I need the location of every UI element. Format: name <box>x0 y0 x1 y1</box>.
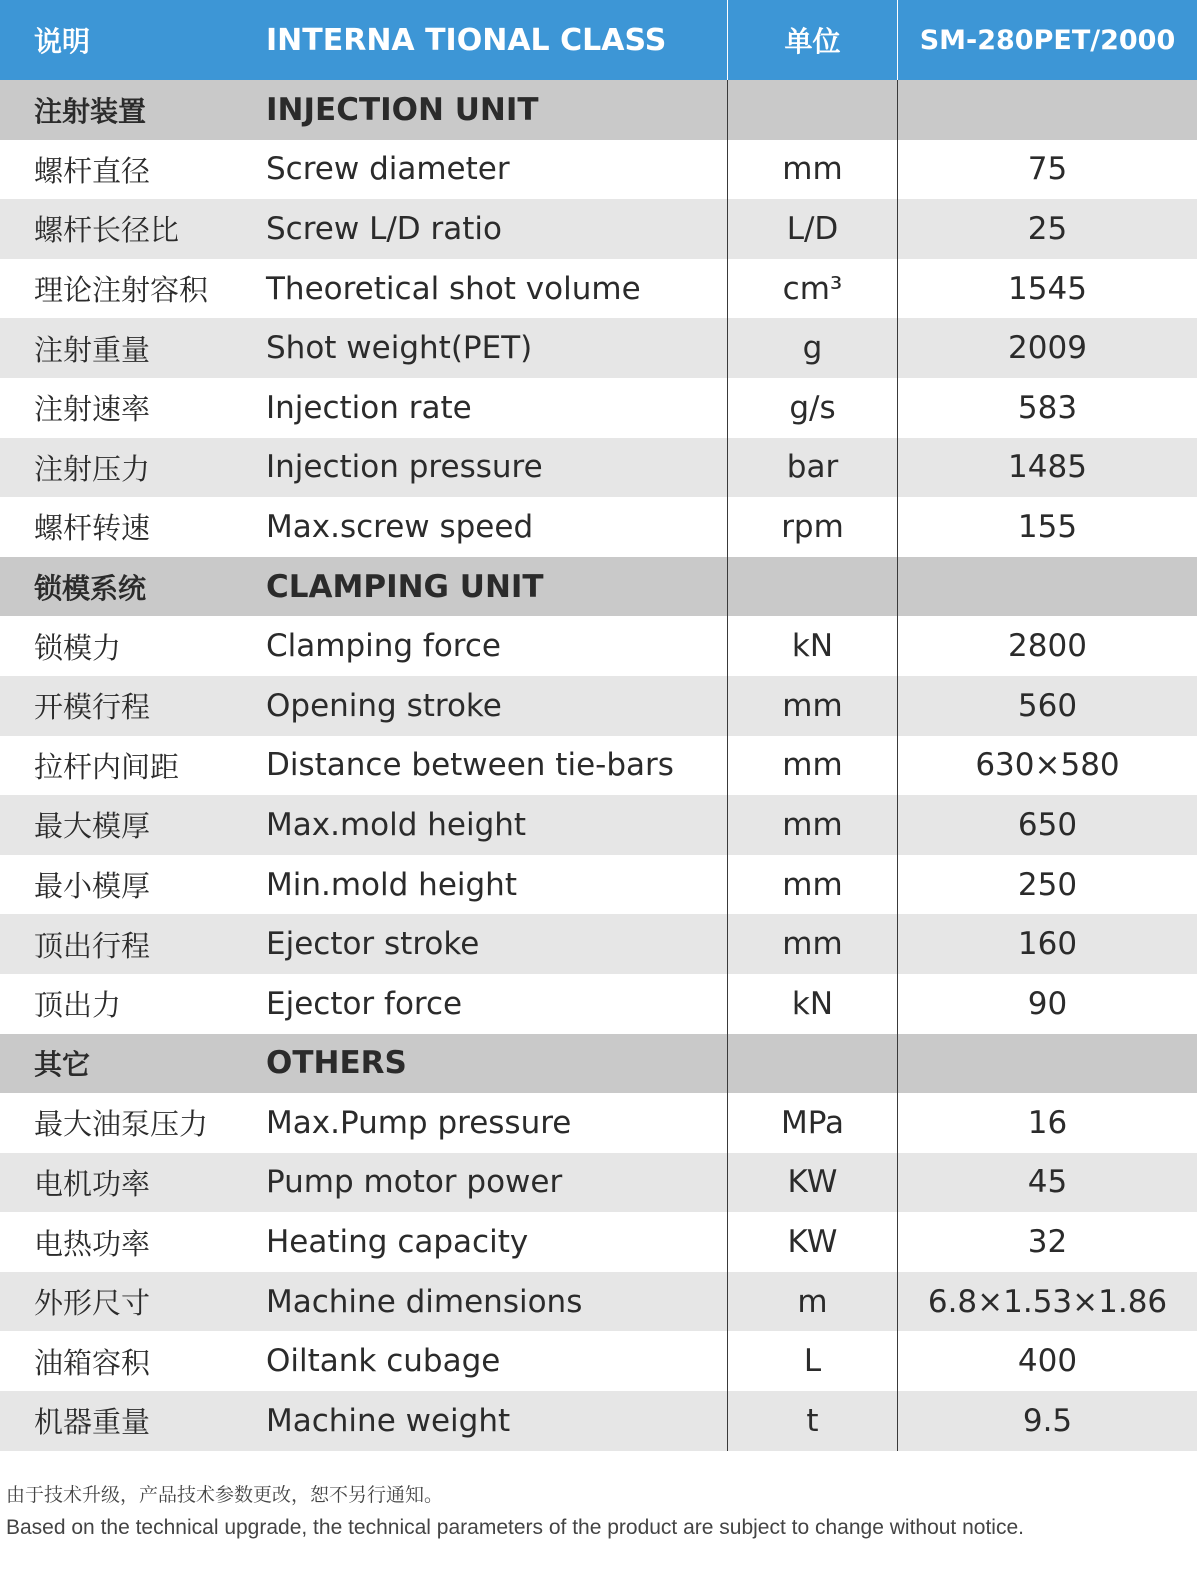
description-en-cell: INJECTION UNIT <box>232 80 728 140</box>
value-cell: 583 <box>1017 389 1078 426</box>
description-en-cell: Max.Pump pressure <box>232 1093 728 1153</box>
value-cell: 32 <box>1027 1224 1068 1261</box>
value-cell: 250 <box>1017 866 1078 903</box>
unit-cell: rpm <box>728 497 898 557</box>
description-zh-cell: 其它 <box>34 1048 91 1082</box>
value-cell: 6.8×1.53×1.86 <box>927 1283 1168 1320</box>
footer-note <box>6 1480 1024 1546</box>
value-cell: 160 <box>1017 926 1078 963</box>
description-en-cell: Heating capacity <box>232 1212 728 1272</box>
table-row <box>0 1153 1197 1213</box>
table-row <box>0 1391 1197 1451</box>
description-zh-cell: 最大油泵压力 <box>34 1107 209 1142</box>
unit-cell: mm <box>728 795 898 855</box>
description-en-cell: CLAMPING UNIT <box>232 557 728 617</box>
table-row <box>0 199 1197 259</box>
header-international-class: INTERNA TIONAL CLASS <box>232 0 728 80</box>
value-cell: 25 <box>1027 210 1068 247</box>
description-zh-cell: 螺杆长径比 <box>34 213 180 248</box>
value-cell: 1485 <box>1008 449 1087 486</box>
table-row <box>0 259 1197 319</box>
header-description-zh: 说明 <box>34 25 91 58</box>
table-row <box>0 855 1197 915</box>
header-unit: 单位 <box>728 0 898 80</box>
description-en-cell: Max.screw speed <box>232 497 728 557</box>
description-zh-cell: 机器重量 <box>34 1405 151 1440</box>
description-zh-cell: 注射压力 <box>34 451 151 486</box>
table-row <box>0 140 1197 200</box>
unit-cell: g/s <box>728 378 898 438</box>
description-zh-cell: 锁模系统 <box>34 571 147 605</box>
value-cell <box>898 1034 1197 1094</box>
description-en-cell: Screw diameter <box>232 140 728 200</box>
description-en-cell: Min.mold height <box>232 855 728 915</box>
description-en-cell: Opening stroke <box>232 676 728 736</box>
value-cell: 2009 <box>1008 330 1087 367</box>
value-cell <box>898 557 1197 617</box>
description-zh-cell: 理论注射容积 <box>34 273 209 308</box>
description-zh-cell: 外形尺寸 <box>34 1286 151 1321</box>
description-en-cell: Screw L/D ratio <box>232 199 728 259</box>
value-cell: 45 <box>1027 1164 1068 1201</box>
description-en-cell: Oiltank cubage <box>232 1331 728 1391</box>
table-row <box>0 378 1197 438</box>
unit-cell <box>728 557 898 617</box>
unit-cell: t <box>728 1391 898 1451</box>
description-zh-cell: 顶出力 <box>34 988 122 1023</box>
unit-cell: m <box>728 1272 898 1332</box>
value-cell: 9.5 <box>1022 1402 1073 1439</box>
table-row <box>0 616 1197 676</box>
value-cell: 16 <box>1027 1104 1068 1141</box>
unit-cell: L <box>728 1331 898 1391</box>
table-row <box>0 1093 1197 1153</box>
table-row <box>0 676 1197 736</box>
footer-note-zh: 由于技术升级，产品技术参数更改，恕不另行通知。 <box>6 1484 444 1506</box>
value-cell: 400 <box>1017 1343 1078 1380</box>
value-cell <box>898 80 1197 140</box>
description-en-cell: Machine weight <box>232 1391 728 1451</box>
description-en-cell: Theoretical shot volume <box>232 259 728 319</box>
table-row <box>0 736 1197 796</box>
table-row <box>0 1272 1197 1332</box>
description-en-cell: Shot weight(PET) <box>232 318 728 378</box>
unit-cell: mm <box>728 914 898 974</box>
unit-cell: mm <box>728 676 898 736</box>
description-zh-cell: 最大模厚 <box>34 809 151 844</box>
description-zh-cell: 注射装置 <box>34 94 147 128</box>
description-zh-cell: 注射重量 <box>34 332 151 367</box>
unit-cell: mm <box>728 855 898 915</box>
value-cell: 560 <box>1017 687 1078 724</box>
description-zh-cell: 开模行程 <box>34 690 151 725</box>
unit-cell: mm <box>728 736 898 796</box>
value-cell: 650 <box>1017 806 1078 843</box>
unit-cell: cm³ <box>728 259 898 319</box>
table-row <box>0 438 1197 498</box>
description-zh-cell: 电机功率 <box>34 1166 151 1201</box>
unit-cell: kN <box>728 974 898 1034</box>
table-row <box>0 914 1197 974</box>
description-en-cell: Ejector stroke <box>232 914 728 974</box>
unit-cell <box>728 1034 898 1094</box>
table-row <box>0 497 1197 557</box>
unit-cell <box>728 80 898 140</box>
description-en-cell: Max.mold height <box>232 795 728 855</box>
value-cell: 1545 <box>1008 270 1087 307</box>
description-zh-cell: 顶出行程 <box>34 928 151 963</box>
value-cell: 155 <box>1017 508 1078 545</box>
table-row <box>0 1212 1197 1272</box>
table-row <box>0 974 1197 1034</box>
unit-cell: bar <box>728 438 898 498</box>
unit-cell: L/D <box>728 199 898 259</box>
unit-cell: KW <box>728 1153 898 1213</box>
section-row <box>0 1034 1197 1094</box>
value-cell: 2800 <box>1008 628 1087 665</box>
section-row <box>0 80 1197 140</box>
description-zh-cell: 螺杆转速 <box>34 511 151 546</box>
value-cell: 90 <box>1027 985 1068 1022</box>
section-row <box>0 557 1197 617</box>
value-cell: 75 <box>1027 151 1068 188</box>
description-en-cell: Machine dimensions <box>232 1272 728 1332</box>
table-row <box>0 1331 1197 1391</box>
unit-cell: KW <box>728 1212 898 1272</box>
description-en-cell: OTHERS <box>232 1034 728 1094</box>
description-zh-cell: 电热功率 <box>34 1226 151 1261</box>
value-cell: 630×580 <box>975 747 1120 784</box>
description-en-cell: Clamping force <box>232 616 728 676</box>
description-zh-cell: 锁模力 <box>34 630 122 665</box>
unit-cell: g <box>728 318 898 378</box>
header-model: SM-280PET/2000 <box>919 24 1176 56</box>
description-zh-cell: 最小模厚 <box>34 869 151 904</box>
unit-cell: kN <box>728 616 898 676</box>
table-header <box>0 0 1197 80</box>
description-en-cell: Ejector force <box>232 974 728 1034</box>
description-en-cell: Distance between tie-bars <box>232 736 728 796</box>
table-row <box>0 795 1197 855</box>
footer-note-en: Based on the technical upgrade, the technical parameters of the product are subject to change without notice. <box>6 1516 1024 1539</box>
unit-cell: MPa <box>728 1093 898 1153</box>
table-body <box>0 80 1197 1451</box>
description-en-cell: Injection pressure <box>232 438 728 498</box>
table-row <box>0 318 1197 378</box>
description-zh-cell: 注射速率 <box>34 392 151 427</box>
description-zh-cell: 拉杆内间距 <box>34 749 180 784</box>
description-en-cell: Pump motor power <box>232 1153 728 1213</box>
unit-cell: mm <box>728 140 898 200</box>
description-zh-cell: 螺杆直径 <box>34 153 151 188</box>
description-en-cell: Injection rate <box>232 378 728 438</box>
description-zh-cell: 油箱容积 <box>34 1345 151 1380</box>
